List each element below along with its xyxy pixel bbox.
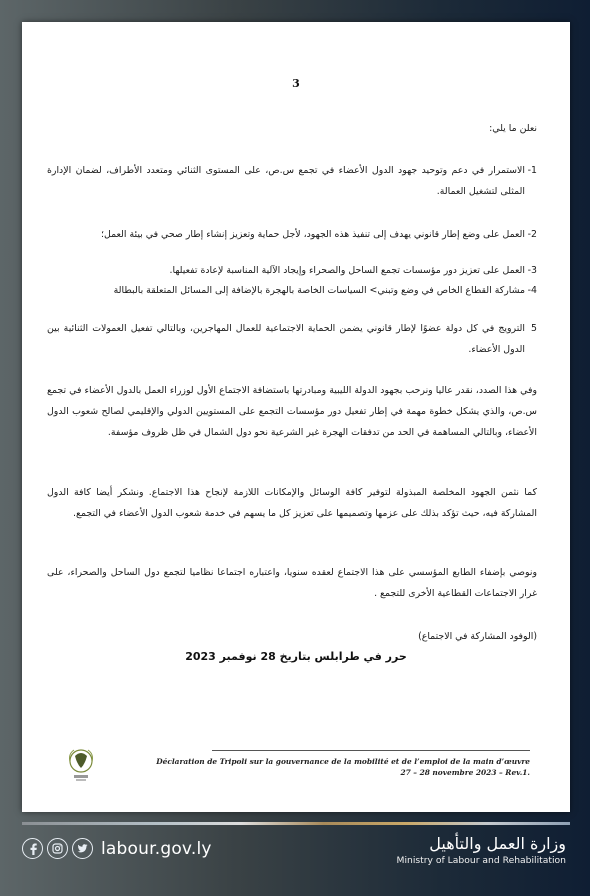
ministry-name-arabic: وزارة العمل والتأهيل — [429, 834, 566, 853]
cen-sad-emblem-icon — [64, 744, 98, 784]
decorative-strip — [22, 822, 570, 825]
item-number: 3- — [527, 265, 537, 276]
ministry-logo — [397, 834, 566, 866]
paragraph-1: وفي هذا الصدد، نقدر عاليا ونرحب بجهود الدولة الليبية ومبادرتها باستضافة الاجتماع الأول لوزراء العمل بالدول الأعضاء في تجمع س.ص، والذي يشكل خطوة مهمة في إطار تفعيل دور مؤسسات التجمع على المستويين الدولي والإقليمي لصالح شعوب الدول الأعضاء، وبالتالي المساهمة في الحد من تدفقات الهجرة غير الشرعية نحو دول الشمال في ظل ظروف مؤسفة. — [47, 385, 537, 438]
document-page — [22, 22, 570, 812]
list-item-5 — [47, 318, 537, 360]
paragraph-2: كما نثمن الجهود المخلصة المبذولة لتوفير كافة الوسائل والإمكانات اللازمة لإنجاح هذا الاجتماع. ونشكر أيضا كافة الدول المشاركة فيه، حيث تؤكد بذلك على عزمها وتصميمها على تعزيز كل ما يسهم في خدمة شعوب الدول الأعضاء في التجمع. — [47, 487, 537, 519]
item-text: مشاركة القطاع الخاص في وضع وتبني> السياسات الخاصة بالهجرة بالإضافة إلى المسائل المتعلقة بالبطالة — [113, 285, 525, 296]
item-text: العمل على تعزيز دور مؤسسات تجمع الساحل والصحراء وإيجاد الآلية المناسبة لإعادة تفعيلها. — [169, 265, 525, 276]
date-line: حرر في طرابلس بتاريخ 28 نوفمبر 2023 — [185, 650, 407, 663]
list-item-1 — [47, 160, 537, 202]
page-number: 3 — [292, 77, 300, 90]
list-item-2 — [47, 224, 537, 245]
list-item-4 — [47, 280, 537, 301]
social-links — [22, 838, 212, 859]
item-text: العمل على وضع إطار قانوني يهدف إلى تنفيذ هذه الجهود، لأجل حماية وتعزيز إنشاء إطار صحي في بيئة العمل؛ — [101, 229, 525, 240]
item-number: 4- — [527, 285, 537, 296]
instagram-icon[interactable] — [47, 838, 68, 859]
footer-subtitle: 27 – 28 novembre 2023 – Rev.1. — [400, 768, 530, 777]
paragraph-3: ونوصي بإضفاء الطابع المؤسسي على هذا الاجتماع لعقده سنويا، واعتباره اجتماعا نظاميا لتجمع دول الساحل والصحراء، على غرار الاجتماعات القطاعية الأخرى للتجمع . — [47, 567, 537, 599]
facebook-icon[interactable] — [22, 838, 43, 859]
footer-title: Déclaration de Tripoli sur la gouvernance de la mobilité et de l’emploi de la main d’œuvre — [156, 757, 530, 766]
intro-text: نعلن ما يلي: — [489, 123, 537, 134]
item-number: 5 — [531, 323, 537, 334]
item-text: الترويج في كل دولة عضوًا لإطار قانوني يضمن الحماية الاجتماعية للعمال المهاجرين، وبالتالي تفعيل العمولات الثنائية بين الدول الأعضاء. — [47, 323, 525, 355]
list-item-3 — [47, 260, 537, 281]
website-link[interactable]: labour.gov.ly — [101, 838, 212, 859]
ministry-name-english: Ministry of Labour and Rehabilitation — [396, 855, 566, 866]
item-text: الاستمرار في دعم وتوحيد جهود الدول الأعضاء في تجمع س.ص، على المستوى الثنائي ومتعدد الأطراف، لضمان الإدارة المثلى لتشغيل العمالة. — [47, 165, 525, 197]
footer-caption — [150, 756, 530, 778]
signatories: (الوفود المشاركة في الاجتماع) — [418, 631, 537, 642]
twitter-icon[interactable] — [72, 838, 93, 859]
footer-divider — [212, 750, 530, 751]
item-number: 2- — [527, 229, 537, 240]
item-number: 1- — [527, 165, 537, 176]
